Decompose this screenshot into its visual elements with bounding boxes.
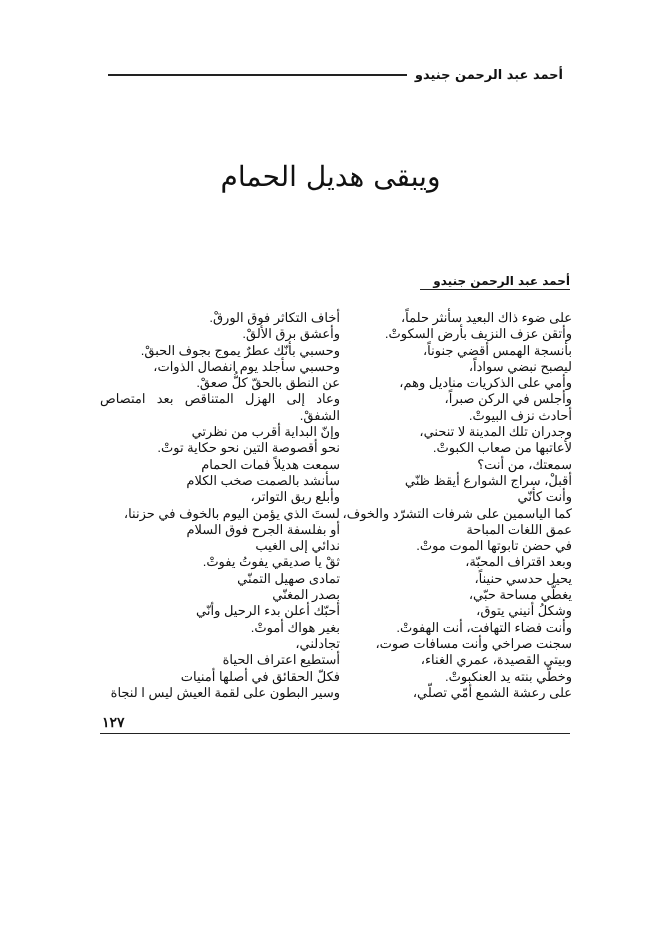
poem-line: وأعشق برق الألقْ. bbox=[242, 326, 340, 342]
poem-line: وأنت فضاء التهافت، أنت الهفوتْ. bbox=[396, 619, 572, 635]
poem-line: سمعتك، من أنت؟ bbox=[477, 456, 572, 472]
poem-line: على ضوء ذاك البعيد سأنثر حلماً، bbox=[400, 310, 572, 325]
poem-line: أحبّك أعلن بدء الرحيل وأنّي bbox=[196, 603, 340, 619]
poem-line: بصدر المغنّي bbox=[272, 587, 340, 603]
poem-line: وشكلُ أنيني يتوق، bbox=[476, 603, 572, 619]
poem-line: على رعشة الشمع أمّي تصلّي، bbox=[412, 684, 572, 700]
poem-line: وسير البطون على لقمة العيش ليس ا لنجاة bbox=[110, 684, 340, 700]
poem-line: وأجلس في الركن صبراً، bbox=[444, 391, 572, 407]
poem-line: بأنسجة الهمس أقضي جنوناً، bbox=[422, 342, 572, 358]
poem-line: فكلّ الحقائق في أصلها أمنيات bbox=[180, 668, 340, 684]
poem-column-right bbox=[342, 310, 572, 701]
poem-line: وحسبي بأنّك عطرٌ يموج بجوف الحبقْ. bbox=[140, 342, 340, 358]
poem-line: سجنت صراخي وأنت مسافات صوت، bbox=[375, 635, 572, 651]
poem-line: ثقْ يا صديقي يفوتُ يفوتْ. bbox=[202, 554, 340, 570]
poem-column-left bbox=[100, 310, 340, 701]
running-header bbox=[108, 60, 563, 90]
poem-line: وبعد اقتراف المحبّة، bbox=[465, 554, 572, 570]
poem-line: تجادلني، bbox=[295, 635, 340, 651]
poem-line: وبيتي القصيدة، عمري الغناء، bbox=[420, 652, 572, 668]
poem-line: الشفقْ. bbox=[299, 407, 340, 423]
poem-line: وإنّ البداية أقرب من نظرتي bbox=[191, 424, 340, 440]
poem-line: وجدران تلك المدينة لا تنحني، bbox=[419, 424, 572, 440]
poem-line: أقبلْ، سراج الشوارع أيقظ ظنّي bbox=[404, 472, 572, 488]
poem-line: ندائي إلى الغيب bbox=[255, 538, 340, 554]
poem-line: عمق اللغات المباحة bbox=[466, 521, 572, 537]
poem-line: أستطيع اعتراف الحياة bbox=[222, 652, 340, 668]
poem-line: نحو أقصوصة التين نحو حكاية توتْ. bbox=[157, 440, 340, 456]
poem-line: وحسبي سأجلد يوم انفصال الذوات، bbox=[153, 358, 340, 374]
poem-title: ويبقى هديل الحمام bbox=[220, 160, 441, 193]
poem-line: ليصبح نبضي سواداً، bbox=[468, 358, 572, 374]
poem-line: لستَ الذي يؤمن اليوم بالخوف في حزننا، bbox=[123, 505, 340, 521]
poem-line: يغطّي مساحة حبّي، bbox=[468, 587, 572, 603]
page-number: ١٢٧ bbox=[102, 714, 125, 730]
poem-line: بغير هواك أموتْ. bbox=[250, 619, 340, 635]
poem-line: سمعت هديلاً فمات الحمام bbox=[201, 456, 340, 472]
header-rule bbox=[108, 74, 407, 76]
poem-line: تمادى صهيل التمنّي bbox=[237, 570, 340, 586]
poem-line: في حضن تابوتها الموت موتْ. bbox=[416, 538, 572, 554]
poem-line: أخاف التكاثر فوق الورقْ. bbox=[209, 310, 340, 325]
poem-line: وأبلع ريق التواتر، bbox=[250, 489, 340, 505]
poem-line: يحيل حدسي حنيناً، bbox=[474, 570, 572, 586]
poem-line: وأمي على الذكريات مناديل وهم، bbox=[399, 375, 572, 391]
footer-rule bbox=[100, 733, 570, 734]
poem-line: لأعاتبها من صعاب الكبوتْ. bbox=[432, 440, 572, 456]
byline-author: أحمد عبد الرحمن جنيدو bbox=[420, 274, 570, 290]
header-author: أحمد عبد الرحمن جنيدو bbox=[414, 67, 563, 83]
poem-line: وأتقن عزف النزيف بأرض السكوتْ. bbox=[384, 326, 572, 342]
poem-line: وخطّي بنته يد العنكبوتْ. bbox=[445, 668, 572, 684]
poem-line: وعاد إلى الهزل المتناقص بعد امتصاص bbox=[100, 391, 340, 407]
poem-line: أحادث نزف البيوتْ. bbox=[468, 407, 572, 423]
poem-line: سأنشد بالصمت صخب الكلام bbox=[186, 472, 340, 488]
poem-line: أو بفلسفة الجرح فوق السلام bbox=[186, 521, 340, 537]
poem-line: عن النطق بالحقّ كلُّ صعقْ. bbox=[196, 375, 340, 391]
poem-line: كما الياسمين على شرفات التشرّد والخوف، bbox=[342, 505, 572, 521]
poem-line: وأنت كأنّي bbox=[517, 489, 572, 505]
byline bbox=[100, 270, 570, 290]
